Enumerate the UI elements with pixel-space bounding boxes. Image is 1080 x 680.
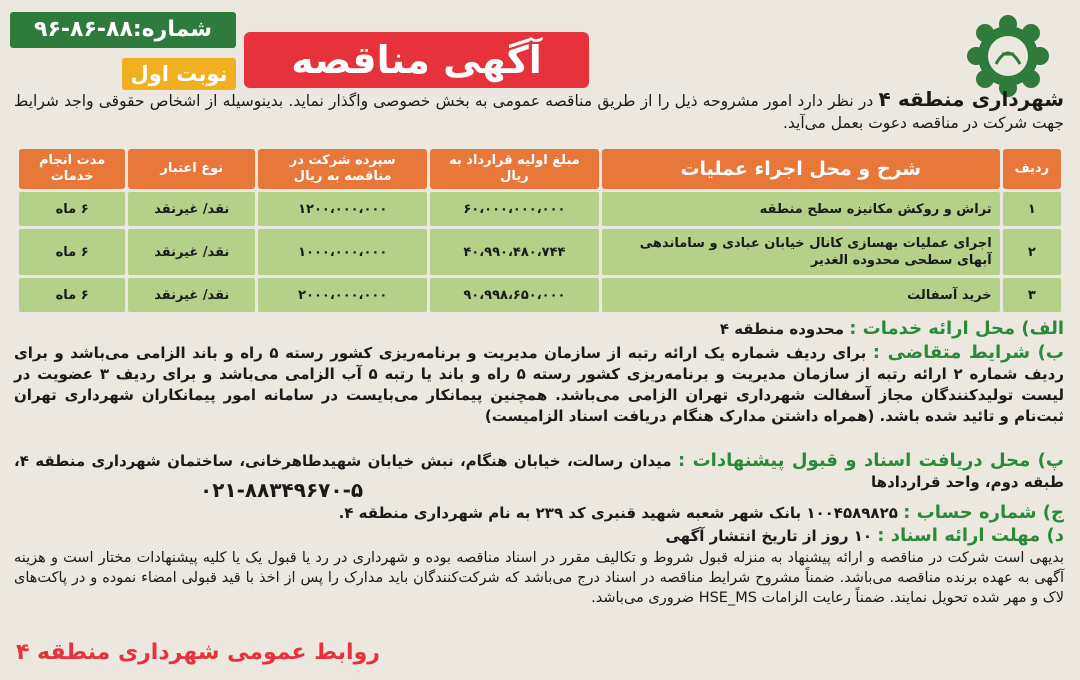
section-p-label: پ) محل دریافت اسناد و قبول پیشنهادات : (677, 450, 1064, 471)
cell-amount: ۴۰،۹۹۰،۴۸۰،۷۴۴ (430, 229, 599, 275)
table-row (19, 229, 1061, 275)
header-deposit: سپرده شرکت در مناقصه به ریال (258, 149, 427, 189)
header-duration: مدت انجام خدمات (19, 149, 125, 189)
header-amount: مبلغ اولیه قرارداد به ریال (430, 149, 599, 189)
cell-row: ۱ (1003, 192, 1061, 226)
cell-deposit: ۲۰۰۰،۰۰۰،۰۰۰ (258, 278, 427, 312)
section-a (14, 318, 1064, 340)
notice-title: آگهی مناقصه (244, 32, 589, 88)
cell-duration: ۶ ماه (19, 229, 125, 275)
section-p-text: میدان رسالت، خیابان هنگام، نبش خیابان شهیدطاهرخانی، ساختمان شهرداری منطقه ۴، طبقه دوم، واحد قراردادها (14, 452, 1064, 491)
round-badge: نوبت اول (122, 58, 236, 90)
org-name: شهرداری منطقه ۴ (878, 87, 1064, 111)
cell-duration: ۶ ماه (19, 192, 125, 226)
cell-desc: تراش و روکش مکانیزه سطح منطقه (602, 192, 1000, 226)
cell-amount: ۶۰،۰۰۰،۰۰۰،۰۰۰ (430, 192, 599, 226)
section-d-text: ۱۰ روز از تاریخ انتشار آگهی (665, 527, 873, 545)
footer-text: بدیهی است شرکت در مناقصه و ارائه پیشنهاد به منزله قبول شروط و تکالیف مقرر در اسناد مناقصه بوده و شهرداری در رد یا قبول یک یا کلیه پیشنهادات مختار است و هزینه آگهی به عهده برنده مناقصه می‌باشد. ضمناً مشروح شرایط مناقصه در اسناد درج می‌باشد که شرکت‌کنندگان باید مدارک را پس از اخذ با قید قبولی امضاء نموده و در پاکت‌های لاک و مهر شده تحویل نمایند. ضمناً رعایت الزامات HSE_MS ضروری می‌باشد. (14, 550, 1064, 606)
table-row (19, 278, 1061, 312)
section-d-label: د) مهلت ارائه اسناد : (877, 525, 1064, 546)
section-j (14, 502, 1064, 524)
cell-deposit: ۱۲۰۰،۰۰۰،۰۰۰ (258, 192, 427, 226)
section-a-text: محدوده منطقه ۴ (719, 320, 844, 338)
cell-amount: ۹۰،۹۹۸،۶۵۰،۰۰۰ (430, 278, 599, 312)
section-a-label: الف) محل ارائه خدمات : (849, 318, 1064, 339)
notice-number: شماره:۸۸-۸۶-۹۶ (10, 12, 236, 48)
cell-desc: خرید آسفالت (602, 278, 1000, 312)
cell-credit: نقد/ غیرنقد (128, 229, 255, 275)
public-relations-signature: روابط عمومی شهرداری منطقه ۴ (16, 640, 380, 665)
cell-desc: اجرای عملیات بهسازی کانال خیابان عبادی و ساماندهی آبهای سطحی محدوده الغدیر (602, 229, 1000, 275)
tender-table (16, 146, 1064, 315)
cell-duration: ۶ ماه (19, 278, 125, 312)
header-row-number: ردیف (1003, 149, 1061, 189)
section-b-text: برای ردیف شماره یک ارائه رتبه از سازمان مدیریت و برنامه‌ریزی کشور رسته ۵ راه و باند الزامی می‌باشد و برای ردیف شماره ۲ ارائه رتبه از سازمان مدیریت و برنامه‌ریزی کشور رسته ۵ راه و باند یا رتبه ۵ آب الزامی می‌باشد و برای ردیف ۳ عضویت در لیست تولیدکنندگان مجاز آسفالت شهرداری تهران الزامی می‌باشد. همچنین پیمانکار می‌بایست در سامانه امور پیمانکاران شهرداری تهران ثبت‌نام و تائید شده باشد. (همراه داشتن مدارک هنگام دریافت اسناد الزامیست) (14, 344, 1064, 425)
table-row (19, 192, 1061, 226)
section-j-label: ج) شماره حساب : (903, 502, 1064, 523)
cell-deposit: ۱۰۰۰،۰۰۰،۰۰۰ (258, 229, 427, 275)
cell-row: ۳ (1003, 278, 1061, 312)
phone-number: ۰۲۱-۸۸۳۴۹۶۷۰-۵ (200, 478, 364, 502)
header-description: شرح و محل اجراء عملیات (602, 149, 1000, 189)
cell-credit: نقد/ غیرنقد (128, 192, 255, 226)
cell-credit: نقد/ غیرنقد (128, 278, 255, 312)
municipality-logo-icon (966, 14, 1050, 98)
section-b-label: ب) شرایط متقاضی : (872, 342, 1064, 363)
table-header-row (19, 149, 1061, 189)
intro-text: در نظر دارد امور مشروحه ذیل را از طریق مناقصه عمومی به بخش خصوصی واگذار نماید. بدینوسیله از اشخاص حقوقی واجد شرایط جهت شرکت در مناقصه دعوت بعمل می‌آید. (14, 92, 1064, 132)
header-credit: نوع اعتبار (128, 149, 255, 189)
section-j-text: ۱۰۰۴۵۸۹۸۲۵ بانک شهر شعبه شهید قنبری کد ۲۳۹ به نام شهرداری منطقه ۴. (338, 504, 898, 522)
cell-row: ۲ (1003, 229, 1061, 275)
section-b (14, 342, 1064, 427)
section-d (14, 525, 1064, 547)
intro-paragraph (14, 88, 1064, 134)
header (0, 6, 1080, 90)
